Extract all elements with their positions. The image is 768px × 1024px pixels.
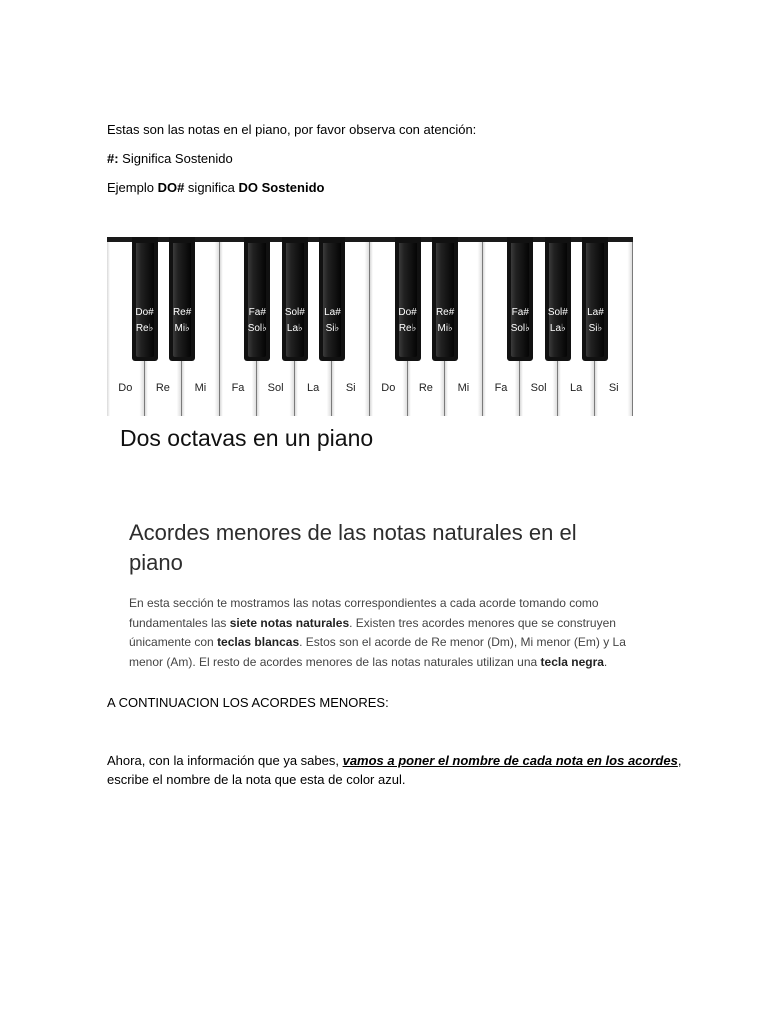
black-key-sharp-label: Do# — [398, 307, 417, 318]
acordes-text-2: . Existen tres acordes menores que se construyen únicamente con — [129, 615, 616, 649]
black-key-face — [586, 243, 604, 357]
instruction-line-2 — [107, 771, 405, 789]
black-key-flat-label: Mi♭ — [437, 323, 453, 334]
black-key-face — [399, 243, 417, 357]
black-key-sharp-label: La# — [587, 307, 604, 318]
white-key-label: Re — [155, 382, 170, 394]
continuacion-heading — [107, 694, 389, 712]
sharp-definition — [107, 150, 233, 168]
continuacion-text: A CONTINUACION LOS ACORDES MENORES: — [107, 695, 389, 710]
intro-line — [107, 121, 476, 139]
black-key-face — [136, 243, 154, 357]
white-key-label: Re — [418, 382, 433, 394]
black-key-flat-label: La♭ — [286, 323, 303, 334]
white-key-label: La — [570, 382, 583, 394]
black-key-sharp-label: Sol# — [547, 307, 568, 318]
black-key — [319, 237, 345, 361]
white-key-label: Fa — [231, 382, 245, 394]
example-meaning: DO Sostenido — [238, 180, 325, 195]
black-key-face — [323, 243, 341, 357]
piano-caption: Dos octavas en un piano — [120, 425, 374, 451]
white-key-label: Mi — [194, 382, 207, 394]
black-key-sharp-label: La# — [324, 307, 341, 318]
black-key — [282, 237, 308, 361]
intro-text: Estas son las notas en el piano, por favor observa con atención: — [107, 122, 477, 137]
black-key — [432, 237, 458, 361]
instruction-emphasis: vamos a poner el nombre de cada nota en los acordes — [342, 753, 678, 768]
black-key-flat-label: Re♭ — [398, 323, 417, 334]
example-mid: significa — [184, 180, 239, 195]
black-key-face — [173, 243, 191, 357]
instruction-text-2: escribe el nombre de la nota que esta de color azul. — [107, 772, 406, 787]
sharp-symbol: #: — [107, 151, 119, 166]
black-key-sharp-label: Do# — [135, 307, 154, 318]
white-key-label: Si — [345, 382, 356, 394]
white-key-label: Mi — [457, 382, 470, 394]
black-key-flat-label: Sol♭ — [247, 323, 267, 334]
black-key — [169, 237, 195, 361]
black-key-flat-label: Si♭ — [588, 323, 603, 334]
example-line — [107, 179, 324, 197]
acordes-bold-2: teclas blancas — [217, 635, 300, 649]
instruction-prefix: Ahora, con la información que ya sabes, — [107, 753, 343, 768]
sharp-definition-text: Significa Sostenido — [118, 151, 233, 166]
white-key-label: Sol — [267, 382, 284, 394]
piano-keyboard-image — [107, 237, 633, 416]
white-key-label: La — [307, 382, 320, 394]
black-key-flat-label: Mi♭ — [174, 323, 190, 334]
black-key — [244, 237, 270, 361]
acordes-text-3: . Estos son el acorde de Re menor (Dm), Mi menor (Em) y La menor (Am). El resto de acordes menores de las notas naturales utilizan una — [129, 635, 626, 669]
acordes-heading: Acordes menores de las notas naturales en el piano — [129, 520, 577, 575]
acordes-text-4: . — [603, 654, 608, 669]
white-key-label: Sol — [530, 382, 547, 394]
black-key — [395, 237, 421, 361]
instruction-comma: , — [677, 753, 682, 768]
black-key-face — [248, 243, 266, 357]
instruction-line-1 — [107, 752, 681, 770]
black-key-face — [286, 243, 304, 357]
white-key-label: Si — [608, 382, 619, 394]
black-key-face — [436, 243, 454, 357]
black-key-sharp-label: Re# — [435, 307, 455, 318]
black-key-face — [511, 243, 529, 357]
black-key-flat-label: Re♭ — [135, 323, 154, 334]
black-key-face — [549, 243, 567, 357]
acordes-paragraph — [129, 594, 649, 672]
black-key — [132, 237, 158, 361]
black-key — [545, 237, 571, 361]
black-key-sharp-label: Fa# — [511, 307, 529, 318]
black-key — [582, 237, 608, 361]
black-key-flat-label: Sol♭ — [510, 323, 530, 334]
black-key-sharp-label: Fa# — [248, 307, 266, 318]
example-prefix: Ejemplo — [107, 180, 158, 195]
acordes-bold-3: tecla negra — [540, 654, 604, 669]
acordes-bold-1: siete notas naturales — [229, 615, 350, 630]
black-key-flat-label: Si♭ — [325, 323, 340, 334]
black-key-sharp-label: Sol# — [284, 307, 305, 318]
white-key-label: Do — [118, 382, 133, 394]
white-key-label: Fa — [494, 382, 508, 394]
black-key — [507, 237, 533, 361]
acordes-text-1: En esta sección te mostramos las notas correspondientes a cada acorde tomando como fundamentales las — [129, 596, 599, 630]
black-key-sharp-label: Re# — [172, 307, 192, 318]
example-note: DO# — [157, 180, 185, 195]
white-key-label: Do — [381, 382, 396, 394]
black-key-flat-label: La♭ — [549, 323, 566, 334]
